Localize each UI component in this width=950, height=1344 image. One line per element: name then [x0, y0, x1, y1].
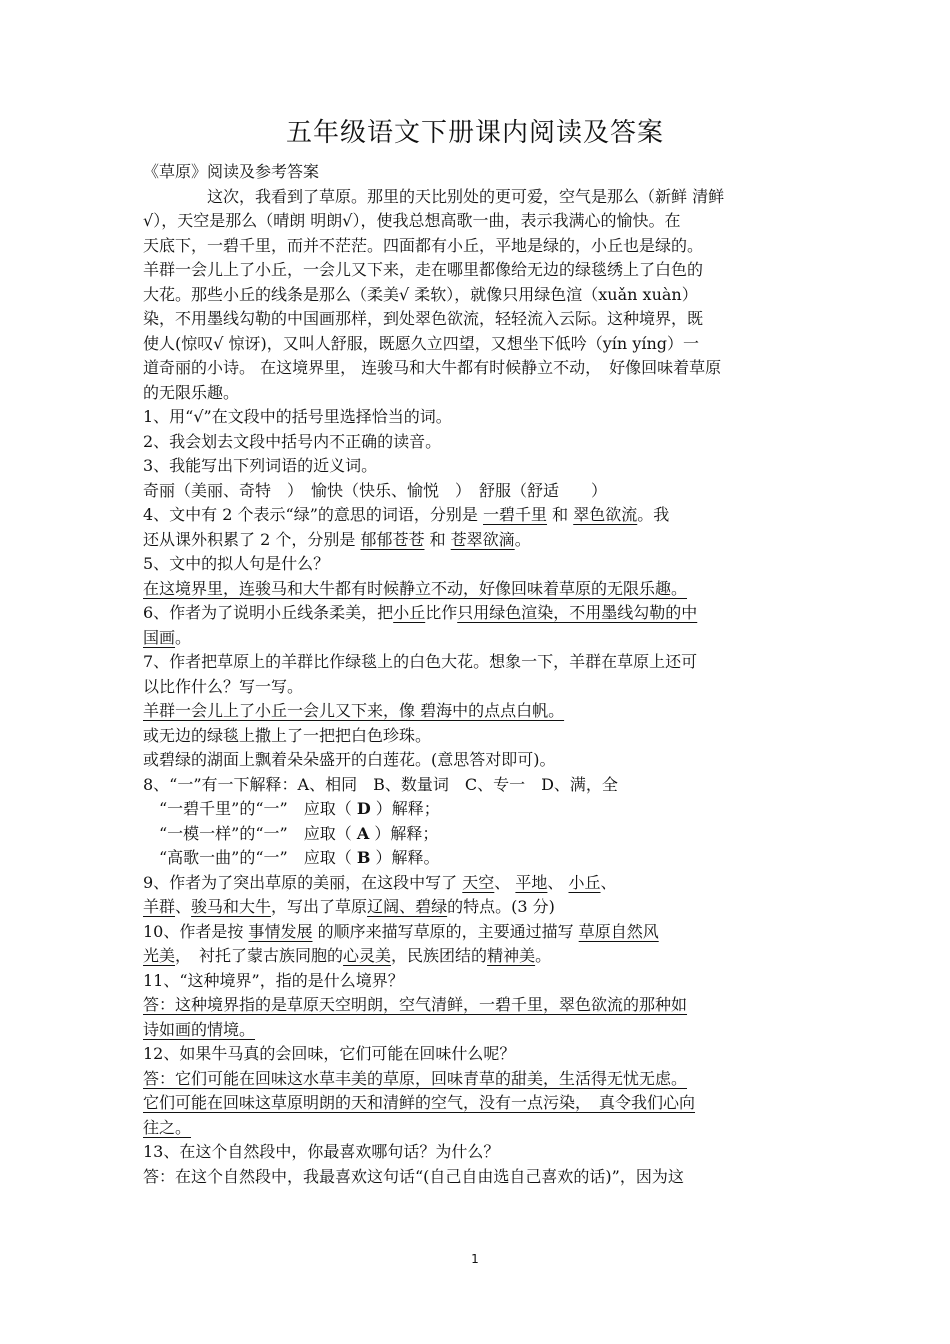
question-8-item: “高歌一曲”的“一” 应取（ B ）解释。	[159, 848, 440, 867]
answer-letter: A	[356, 823, 370, 843]
answer-blank: 精神美	[487, 946, 536, 965]
question-5: 5、文中的拟人句是什么？	[143, 554, 330, 573]
passage-line: √），天空是那么（晴朗 明朗√），使我总想高歌一曲，表示我满心的愉快。在	[143, 211, 681, 230]
question-7-answer: 或无边的绿毯上撒上了一把把白色珍珠。	[143, 725, 432, 745]
question-9-line-1: 9、作者为了突出草原的美丽，在这段中写了 天空、 平地、 小丘、	[143, 872, 617, 892]
answer-blank: 苍翠欲滴	[450, 529, 515, 549]
passage-line: 这次，我看到了草原。那里的天比别处的更可爱，空气是那么（新鲜 清鲜	[207, 186, 725, 206]
question-7-line-1: 7、作者把草原上的羊群比作绿毯上的白色大花。想象一下，羊群在草原上还可	[143, 652, 698, 671]
question-5-answer: 在这境界里，连骏马和大牛都有时候静立不动，好像回味着草原的无限乐趣。	[143, 578, 688, 598]
question-8-item: “一模一样”的“一” 应取（ A ）解释；	[159, 823, 439, 843]
answer-blank: 羊群	[143, 897, 176, 916]
answer-blank: 草原自然风	[578, 921, 659, 941]
question-12-answer: 答：它们可能在回味这水草丰美的草原，回味青草的甜美，生活得无忧无虑。	[143, 1068, 688, 1088]
answer-blank: 骏马和大牛	[191, 897, 272, 916]
answer-blank: 翠色欲流	[573, 505, 638, 524]
answer-blank: 天空	[462, 872, 495, 892]
answer-blank: 心灵美	[343, 946, 392, 965]
answer-blank: 小丘	[568, 872, 601, 892]
question-9-line-2: 羊群、骏马和大牛，写出了草原辽阔、碧绿的特点。(3 分)	[143, 897, 555, 916]
passage-line: 天底下，一碧千里，而并不茫茫。四面都有小丘，平地是绿的，小丘也是绿的。	[143, 235, 704, 255]
answer-letter: D	[356, 799, 371, 818]
question-12: 12、如果牛马真的会回味，它们可能在回味什么呢？	[143, 1044, 516, 1063]
question-3: 3、我能写出下列词语的近义词。	[143, 456, 378, 475]
document-body	[143, 160, 811, 1189]
document-title: 五年级语文下册课内阅读及答案	[285, 118, 664, 148]
question-10-line-2: 光美， 衬托了蒙古族同胞的心灵美，民族团结的精神美。	[143, 946, 552, 965]
question-7-line-2: 以比作什么？写一写。	[143, 676, 304, 696]
answer-blank: 平地	[515, 872, 548, 892]
question-12-answer: 往之。	[143, 1117, 192, 1137]
question-11-answer: 答：这种境界指的是草原天空明朗，空气清鲜，一碧千里，翠色欲流的那种如	[143, 995, 688, 1014]
question-8-item: “一碧千里”的“一” 应取（ D ）解释；	[159, 799, 440, 818]
passage-line: 的无限乐趣。	[143, 382, 240, 402]
question-3-answer: 奇丽（美丽、奇特 ） 愉快（快乐、愉悦 ） 舒服（舒适 ）	[143, 480, 608, 500]
section-title: 《草原》阅读及参考答案	[143, 162, 320, 181]
answer-blank: 只用绿色渲染，不用墨线勾勒的中	[457, 603, 698, 622]
question-7-answer: 羊群一会儿上了小丘一会儿又下来，像 碧海中的点点白帆。	[143, 701, 565, 720]
question-11-answer: 诗如画的情境。	[143, 1019, 256, 1039]
question-13: 13、在这个自然段中，你最喜欢哪句话？为什么？	[143, 1142, 500, 1161]
passage-line: 羊群一会儿上了小丘，一会儿又下来，走在哪里都像给无边的绿毯绣上了白色的	[143, 260, 704, 279]
question-10-line-1: 10、作者是按 事情发展 的顺序来描写草原的，主要通过描写 草原自然风	[143, 921, 659, 941]
passage-line: 染，不用墨线勾勒的中国画那样，到处翠色欲流，轻轻流入云际。这种境界，既	[143, 309, 704, 328]
question-4-line-2: 还从课外积累了 2 个，分别是 郁郁苍苍 和 苍翠欲滴。	[143, 529, 531, 549]
answer-blank: 一碧千里	[483, 505, 548, 524]
question-13-answer: 答：在这个自然段中，我最喜欢这句话“(自己自由选自己喜欢的话)”，因为这	[143, 1166, 684, 1186]
question-11: 11、“这种境界”，指的是什么境界？	[143, 970, 404, 990]
question-7-answer: 或碧绿的湖面上飘着朵朵盛开的白莲花。(意思答对即可)。	[143, 750, 556, 769]
answer-blank: 国画	[143, 627, 176, 647]
question-6-line-2: 国画。	[143, 627, 192, 647]
answer-blank: 光美	[143, 946, 176, 965]
passage-line: 道奇丽的小诗。 在这境界里， 连骏马和大牛都有时候静立不动， 好像回味着草原	[143, 358, 722, 377]
question-4-line-1: 4、文中有 2 个表示“绿”的意思的词语，分别是 一碧千里 和 翠色欲流。我	[143, 505, 670, 524]
answer-blank: 郁郁苍苍	[360, 529, 425, 549]
question-1: 1、用“√”在文段中的括号里选择恰当的词。	[143, 407, 452, 426]
answer-blank: 辽阔、碧绿	[367, 897, 448, 916]
passage-line: 大花。那些小丘的线条是那么（柔美√ 柔软），就像只用绿色渲（xuǎn xuàn）	[143, 284, 698, 304]
question-8: 8、“一”有一下解释：A、相同 B、数量词 C、专一 D、满，全	[143, 774, 618, 794]
answer-letter: B	[356, 848, 371, 867]
passage-line: 使人(惊叹√ 惊讶)，又叫人舒服，既愿久立四望，又想坐下低吟（yín yíng）一	[143, 333, 700, 353]
question-12-answer: 它们可能在回味这草原明朗的天和清鲜的空气，没有一点污染， 真令我们心向	[143, 1093, 696, 1112]
page-number: 1	[471, 1252, 479, 1266]
question-6-line-1: 6、作者为了说明小丘线条柔美，把小丘比作只用绿色渲染，不用墨线勾勒的中	[143, 603, 698, 622]
answer-blank: 事情发展	[248, 921, 313, 941]
answer-blank: 小丘	[393, 603, 426, 622]
question-2: 2、我会划去文段中括号内不正确的读音。	[143, 431, 442, 451]
